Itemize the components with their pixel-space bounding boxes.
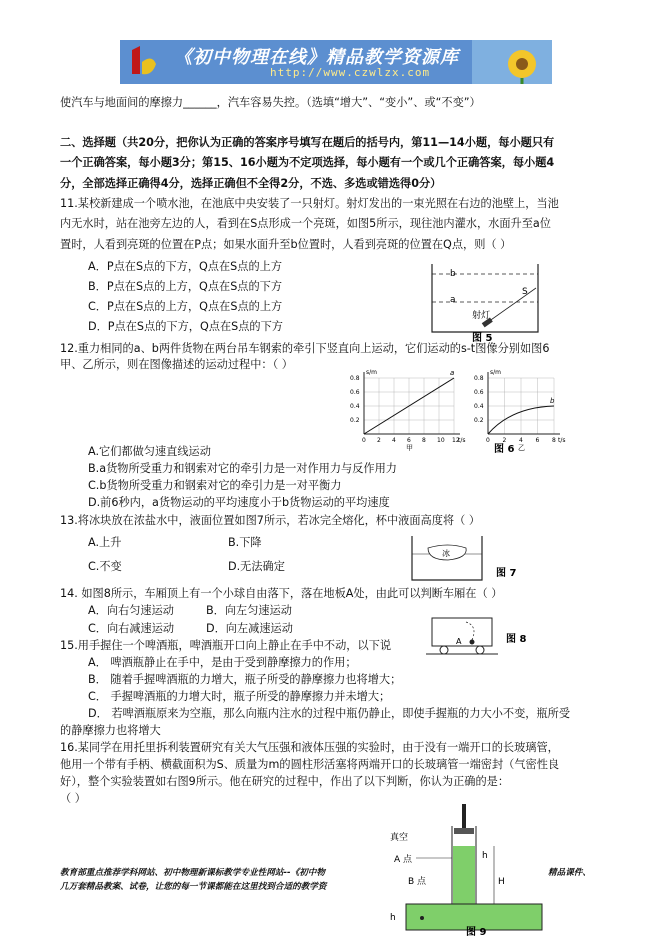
y-axis-label: s/m: [490, 369, 501, 376]
option-b: B．P点在S点的上方，Q点在S点的下方: [88, 280, 283, 293]
section-heading: 分，全部选择正确得4分，选择正确但不全得2分，不选、多选或错选得0分）: [60, 177, 442, 190]
y-axis-label: s/m: [366, 369, 377, 376]
x-tick-label: 6: [535, 437, 540, 444]
text-line: 内无水时，站在池旁左边的人，看到在S点形成一个亮斑，如图5所示，现往池内灌水，水面升至a位: [60, 217, 551, 230]
fig9-label-H: H: [498, 877, 505, 887]
flower-icon: [472, 40, 552, 84]
option-d: D．向左减速运动: [206, 622, 293, 635]
x-tick-label: 4: [392, 437, 396, 444]
text-line: 好），整个实验装置如右图9所示。他在研究的过程中，作出了以下判断，你认为正确的是：: [60, 775, 510, 788]
logo-icon: [126, 44, 160, 80]
fig5-label-a: a: [450, 295, 456, 305]
fig7-caption: 图 7: [496, 568, 517, 579]
x-tick-label: 10: [437, 437, 445, 444]
fig5-label-lamp: 射灯: [472, 311, 491, 321]
question-15: 15.用手握住一个啤酒瓶，啤酒瓶开口向上静止在手中不动，以下说: [60, 639, 392, 652]
y-tick-label: 0.6: [474, 389, 484, 396]
text-line: 使汽车与地面间的摩擦力______，汽车容易失控。（选填“增大”、“变小”、或“不变”）: [60, 96, 481, 109]
banner-url: http://www.czwlzx.com: [270, 66, 431, 79]
figure-7: [408, 532, 523, 584]
x-tick-label: 2: [377, 437, 381, 444]
option-a: A．P点在S点的下方，Q点在S点的上方: [88, 260, 283, 273]
fig9-label-b: B 点: [408, 877, 427, 887]
option-c: C．P点在S点的上方，Q点在S点的上方: [88, 300, 283, 313]
fig9-label-h: h: [482, 851, 488, 861]
y-tick-label: 0.6: [350, 389, 360, 396]
fig9-caption: 图 9: [466, 927, 487, 936]
text-line: 置时，人看到亮斑的位置在P点；如果水面升至b位置时，人看到亮斑的位置在Q点，则（ ）: [60, 238, 512, 251]
option-b: B.下降: [228, 536, 262, 549]
footer-line: 精品课件、: [548, 868, 591, 878]
figure-5: [430, 262, 540, 342]
fig5-caption: 图 5: [472, 333, 493, 342]
fig9-label-h2: h: [390, 913, 396, 923]
x-tick-label: 6: [407, 437, 411, 444]
y-tick-label: 0.4: [474, 403, 484, 410]
piston: [454, 828, 474, 834]
option-a: A．向右匀速运动: [88, 604, 174, 617]
banner-title: 《初中物理在线》精品教学资源库: [174, 47, 459, 68]
x-tick-label: 4: [519, 437, 523, 444]
y-tick-label: 0.2: [474, 417, 484, 424]
option-a: A． 啤酒瓶静止在手中，是由于受到静摩擦力的作用；: [88, 656, 357, 669]
y-tick-label: 0.2: [350, 417, 360, 424]
x-tick-label: 12: [452, 437, 460, 444]
footer-line: 教育部重点推荐学科网站、初中物理新课标教学专业性网站--《初中物: [60, 868, 325, 878]
option-c: C.不变: [88, 560, 122, 573]
ball: [470, 640, 475, 645]
fig6-caption: 图 6: [494, 444, 515, 454]
site-banner: [120, 40, 552, 84]
option-d: D． 若啤酒瓶原来为空瓶，那么向瓶内注水的过程中瓶仍静止，即使手握瓶的力大小不变，瓶所受: [88, 707, 571, 720]
figure-9: [386, 800, 546, 936]
question-13: 13.将冰块放在浓盐水中，液面位置如图7所示，若冰完全熔化，杯中液面高度将（ ）: [60, 514, 481, 527]
graph-caption: 甲: [406, 444, 413, 452]
fig9-label-a: A 点: [394, 855, 413, 865]
fig9-label-vacuum: 真空: [390, 833, 409, 843]
x-axis-label: t/s: [458, 437, 466, 444]
piston-handle: [462, 804, 466, 830]
option-b: B.a货物所受重力和钢索对它的牵引力是一对作用力与反作用力: [88, 462, 397, 475]
x-tick-label: 0: [486, 437, 490, 444]
option-b: B． 随着手握啤酒瓶的力增大，瓶子所受的静摩擦力也将增大；: [88, 673, 402, 686]
option-b: B．向左匀速运动: [206, 604, 292, 617]
fig8-label-a: A: [456, 637, 462, 646]
option-a: A.上升: [88, 536, 122, 549]
series-label: b: [550, 397, 555, 405]
x-tick-label: 8: [552, 437, 556, 444]
x-tick-label: 8: [422, 437, 426, 444]
y-tick-label: 0.8: [474, 375, 484, 382]
series-label: a: [450, 369, 455, 377]
option-d: D.前6秒内，a货物运动的平均速度小于b货物运动的平均速度: [88, 496, 390, 509]
question-12: 12.重力相同的a、b两件货物在两台吊车钢索的牵引下竖直向上运动，它们运动的s-t图像分别如图6: [60, 342, 550, 355]
text-line: 甲、乙所示，则在图像描述的运动过程中：（ ）: [60, 358, 293, 371]
y-tick-label: 0.4: [350, 403, 360, 410]
fig5-label-s: S: [522, 287, 528, 297]
option-c: C． 手握啤酒瓶的力增大时，瓶子所受的静摩擦力并未增大；: [88, 690, 391, 703]
fig5-label-b: b: [450, 269, 456, 279]
fig7-label-ice: 冰: [442, 549, 450, 558]
option-c: C.b货物所受重力和钢索对它的牵引力是一对平衡力: [88, 479, 342, 492]
answer-blank: （ ）: [60, 792, 86, 805]
text-line: 他用一个带有手柄、横截面积为S、质量为m的圆柱形活塞将两端开口的长玻璃管一端密封（气密性良: [60, 758, 560, 771]
x-tick-label: 0: [362, 437, 366, 444]
figure-8: [426, 610, 536, 658]
option-d: D．P点在S点的下方，Q点在S点的下方: [88, 320, 283, 333]
option-c: C．向右减速运动: [88, 622, 175, 635]
question-14: 14. 如图8所示，车厢顶上有一个小球自由落下，落在地板A处，由此可以判断车厢在（ ）: [60, 587, 503, 600]
question-16: 16.某同学在用托里拆利装置研究有关大气压强和液体压强的实验时，由于没有一端开口的长玻璃管，: [60, 741, 559, 754]
footer-line: 几万套精品教案、试卷，让您的每一节课都能在这里找到合适的教学资: [60, 882, 327, 892]
text-line: 的静摩擦力也将增大: [60, 724, 161, 737]
x-axis-label: t/s: [558, 437, 566, 444]
figure-6: [348, 364, 580, 454]
y-tick-label: 0.8: [350, 375, 360, 382]
x-tick-label: 2: [502, 437, 507, 444]
section-heading: 一个正确答案，每小题3分；第15、16小题为不定项选择，每小题有一个或几个正确答案，每小题4: [60, 156, 555, 169]
fig8-caption: 图 8: [506, 634, 527, 645]
option-a: A.它们都做匀速直线运动: [88, 445, 211, 458]
section-heading: 二、选择题（共20分，把你认为正确的答案序号填写在题后的括号内，第11—14小题，每小题只有: [60, 136, 555, 149]
option-d: D.无法确定: [228, 560, 285, 573]
graph-caption: 乙: [518, 444, 525, 452]
question-11: 11.某校新建成一个喷水池，在池底中央安装了一只射灯。射灯发出的一束光照在右边的池壁上，当池: [60, 197, 559, 210]
